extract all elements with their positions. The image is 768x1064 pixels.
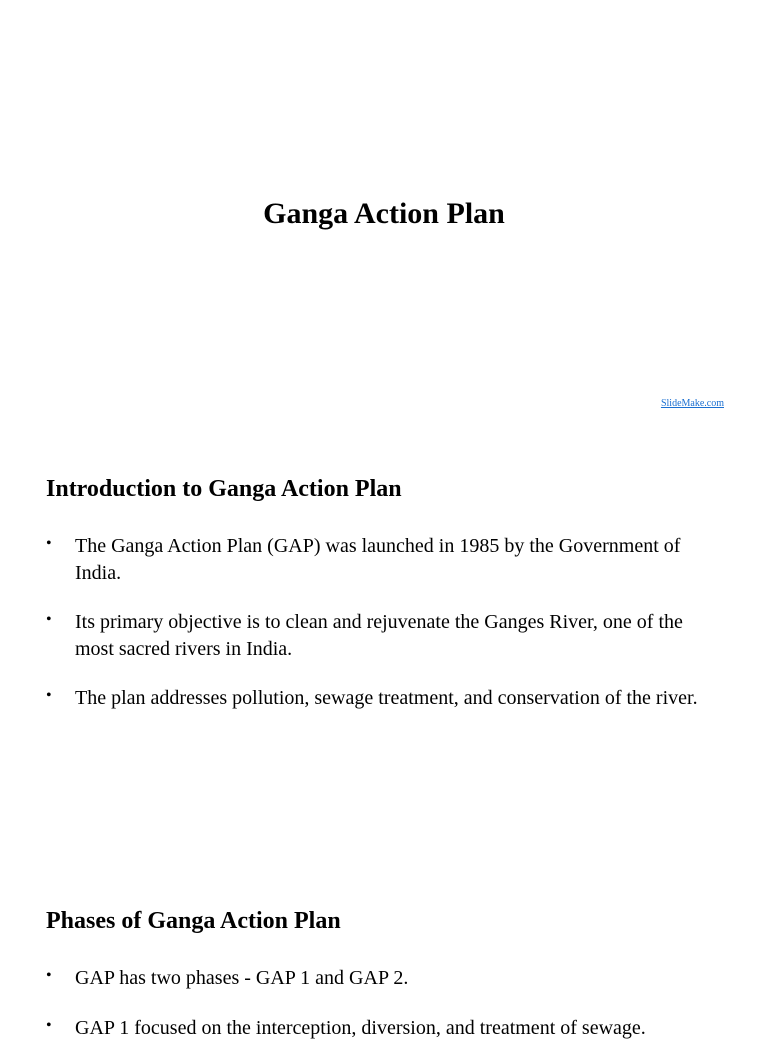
page-title: Ganga Action Plan bbox=[263, 197, 505, 230]
bullet-text: The Ganga Action Plan (GAP) was launched in 1985 by the Government of India. bbox=[75, 535, 681, 584]
section-heading: Phases of Ganga Action Plan bbox=[46, 908, 341, 934]
section-heading: Introduction to Ganga Action Plan bbox=[46, 476, 402, 502]
bullet-list bbox=[46, 533, 706, 735]
list-item bbox=[46, 1015, 706, 1042]
slide-phases bbox=[0, 864, 768, 1039]
bullet-list bbox=[46, 965, 706, 1064]
slide-introduction bbox=[0, 432, 768, 864]
slidemake-credit-link[interactable]: SlideMake.com bbox=[660, 398, 724, 409]
bullet-text: GAP has two phases - GAP 1 and GAP 2. bbox=[75, 967, 409, 989]
bullet-text: GAP 1 focused on the interception, diversion, and treatment of sewage. bbox=[75, 1016, 646, 1039]
list-item bbox=[46, 609, 706, 662]
bullet-icon: • bbox=[46, 967, 52, 984]
bullet-text: Its primary objective is to clean and rejuvenate the Ganges River, one of the most sacred rivers in India. bbox=[75, 611, 683, 660]
list-item bbox=[46, 965, 706, 992]
list-item bbox=[46, 533, 706, 586]
bullet-text: The plan addresses pollution, sewage treatment, and conservation of the river. bbox=[75, 687, 698, 709]
bullet-icon: • bbox=[46, 611, 52, 628]
bullet-icon: • bbox=[46, 535, 52, 552]
bullet-icon: • bbox=[46, 687, 52, 704]
bullet-icon: • bbox=[46, 1016, 52, 1034]
title-slide bbox=[0, 0, 768, 432]
list-item bbox=[46, 685, 706, 712]
